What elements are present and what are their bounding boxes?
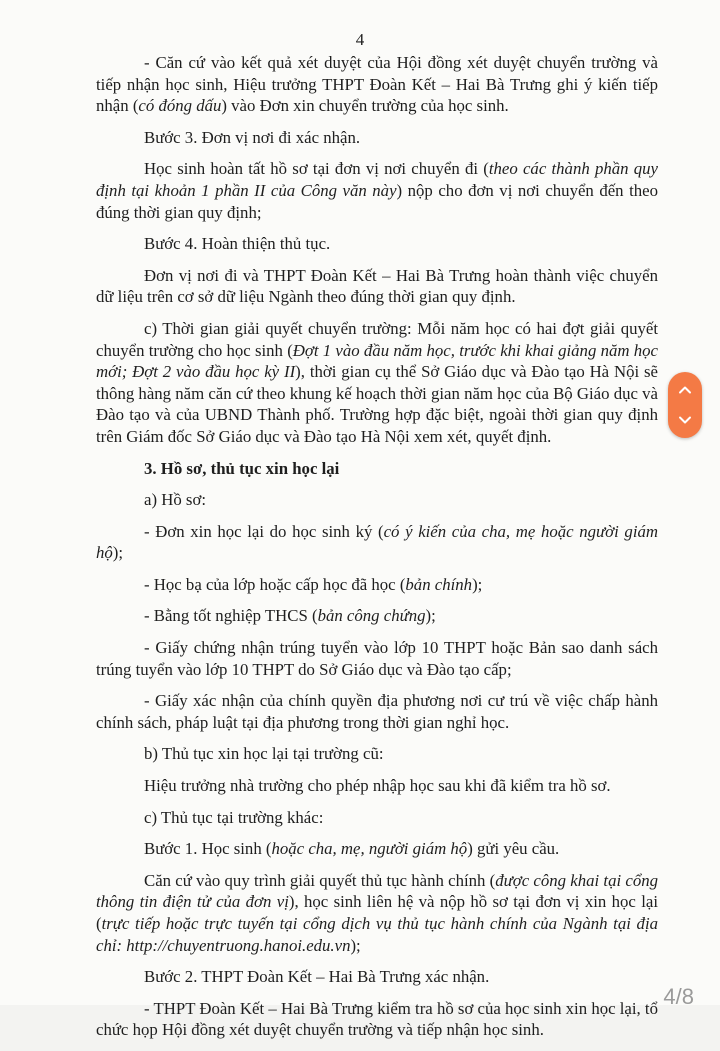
paragraph — [96, 690, 658, 733]
paragraph — [96, 870, 658, 956]
text-run: - Giấy chứng nhận trúng tuyển vào lớp 10 THPT hoặc Bản sao danh sách trúng tuyển vào lớp 10 THPT do Sở Giáo dục và Đào tạo cấp; — [96, 638, 658, 679]
text-run: ); — [112, 543, 124, 563]
italic-text: theo các thành phần quy định tại khoản 1 phần II của Công văn này — [96, 159, 658, 200]
paragraph — [96, 998, 658, 1041]
paragraph — [96, 775, 658, 797]
text-run: - Giấy xác nhận của chính quyền địa phương nơi cư trú về việc chấp hành chính sách, pháp luật tại địa phương trong thời gian nghỉ học. — [96, 691, 658, 732]
text-run: Căn cứ vào quy trình giải quyết thủ tục hành chính ( — [144, 870, 496, 890]
text-run: - Bằng tốt nghiệp THCS ( — [144, 606, 318, 626]
text-run: c) Thời gian giải quyết chuyển trường: Mỗi năm học có hai đợt giải quyết chuyển trường cho học sinh ( — [96, 318, 658, 360]
paragraph — [96, 265, 658, 308]
text-run: ) gửi yêu cầu. — [467, 839, 560, 859]
paragraph — [96, 605, 658, 627]
chevron-up-icon — [678, 383, 692, 397]
italic-text: bản chính — [405, 574, 473, 594]
paragraph — [96, 52, 658, 117]
text-run: Hiệu trưởng nhà trường cho phép nhập học sau khi đã kiểm tra hồ sơ. — [144, 776, 611, 796]
text-run: Bước 4. Hoàn thiện thủ tục. — [144, 234, 331, 254]
next-page-button[interactable] — [668, 405, 702, 435]
paragraph — [96, 637, 658, 680]
text-run: - Căn cứ vào kết quả xét duyệt của Hội đồng xét duyệt chuyển trường và tiếp nhận học sinh, Hiệu trưởng THPT Đoàn Kết – Hai Bà Trưng ghi ý kiến tiếp nhận ( — [96, 53, 658, 116]
chevron-down-icon — [678, 413, 692, 427]
paragraph — [96, 807, 658, 829]
text-run: ); — [425, 606, 436, 626]
text-run: c) Thủ tục tại trường khác: — [144, 807, 324, 827]
paragraph — [96, 743, 658, 765]
text-run: ); — [472, 574, 483, 594]
text-run: - Đơn xin học lại do học sinh ký ( — [144, 521, 384, 541]
text-run: ) vào Đơn xin chuyển trường của học sinh. — [221, 96, 509, 116]
paragraph — [96, 158, 658, 223]
text-run: ) nộp cho đơn vị nơi chuyển đến theo đúng thời gian quy định; — [96, 180, 658, 222]
text-run: - Học bạ của lớp hoặc cấp học đã học ( — [144, 574, 406, 594]
italic-text: có đóng dấu — [138, 96, 222, 116]
paragraph — [96, 489, 658, 511]
text-run: b) Thủ tục xin học lại tại trường cũ: — [144, 744, 384, 764]
italic-text: có ý kiến của cha, mẹ hoặc người giám hộ — [96, 521, 658, 563]
paragraph — [96, 838, 658, 860]
text-run: 3. Hồ sơ, thủ tục xin học lại — [144, 458, 340, 478]
document-body — [96, 52, 658, 1051]
text-run: - THPT Đoàn Kết – Hai Bà Trưng kiểm tra hồ sơ của học sinh xin học lại, tổ chức họp Hội đồng xét duyệt chuyển trường và tiếp nhận học sinh. — [96, 998, 658, 1040]
text-run: a) Hồ sơ: — [144, 490, 207, 510]
previous-page-button[interactable] — [668, 375, 702, 405]
paragraph — [96, 521, 658, 564]
italic-text: bản công chứng — [317, 606, 426, 626]
paragraph — [96, 233, 658, 255]
italic-text: hoặc cha, mẹ, người giám hộ — [271, 839, 468, 859]
text-run: ), học sinh liên hệ và nộp hồ sơ tại đơn vị xin học lại ( — [96, 892, 658, 933]
paragraph — [96, 318, 658, 448]
text-run: Bước 1. Học sinh ( — [144, 839, 272, 859]
page-counter: 4/8 — [663, 984, 694, 1009]
page-number: 4 — [355, 30, 365, 49]
italic-text: được công khai tại cổng thông tin điện tử của đơn vị — [96, 870, 659, 912]
paragraph — [96, 127, 658, 149]
text-run: ); — [350, 935, 361, 955]
text-run: Đơn vị nơi đi và THPT Đoàn Kết – Hai Bà Trưng hoàn thành việc chuyển dữ liệu trên cơ sở dữ liệu Ngành theo đúng thời gian quy định. — [96, 265, 658, 307]
paragraph — [96, 966, 658, 988]
text-run: Học sinh hoàn tất hồ sơ tại đơn vị nơi chuyển đi ( — [144, 159, 489, 179]
text-run: Bước 3. Đơn vị nơi đi xác nhận. — [144, 127, 361, 147]
text-run: Bước 2. THPT Đoàn Kết – Hai Bà Trưng xác nhận. — [144, 967, 490, 987]
page-nav-control — [668, 372, 702, 438]
italic-text: Đợt 1 vào đầu năm học, trước khi khai giảng năm học mới; Đợt 2 vào đầu học kỳ II — [96, 340, 658, 382]
italic-text: trực tiếp hoặc trực tuyến tại cổng dịch vụ thủ tục hành chính của Ngành tại địa chỉ: http://chuyentruong.hanoi.edu.vn — [96, 914, 658, 955]
section-heading — [96, 458, 658, 480]
paragraph — [96, 574, 658, 596]
text-run: ), thời gian cụ thể Sở Giáo dục và Đào tạo Hà Nội sẽ thông hàng năm căn cứ theo khung kế hoạch thời gian năm học của Bộ Giáo dục và Đào tạo và của UBND Thành phố. Trường hợp đặc biệt, ngoài thời gian quy định trên Giám đốc Sở Giáo dục và Đào tạo Hà Nội xem xét, quyết định. — [96, 362, 659, 446]
